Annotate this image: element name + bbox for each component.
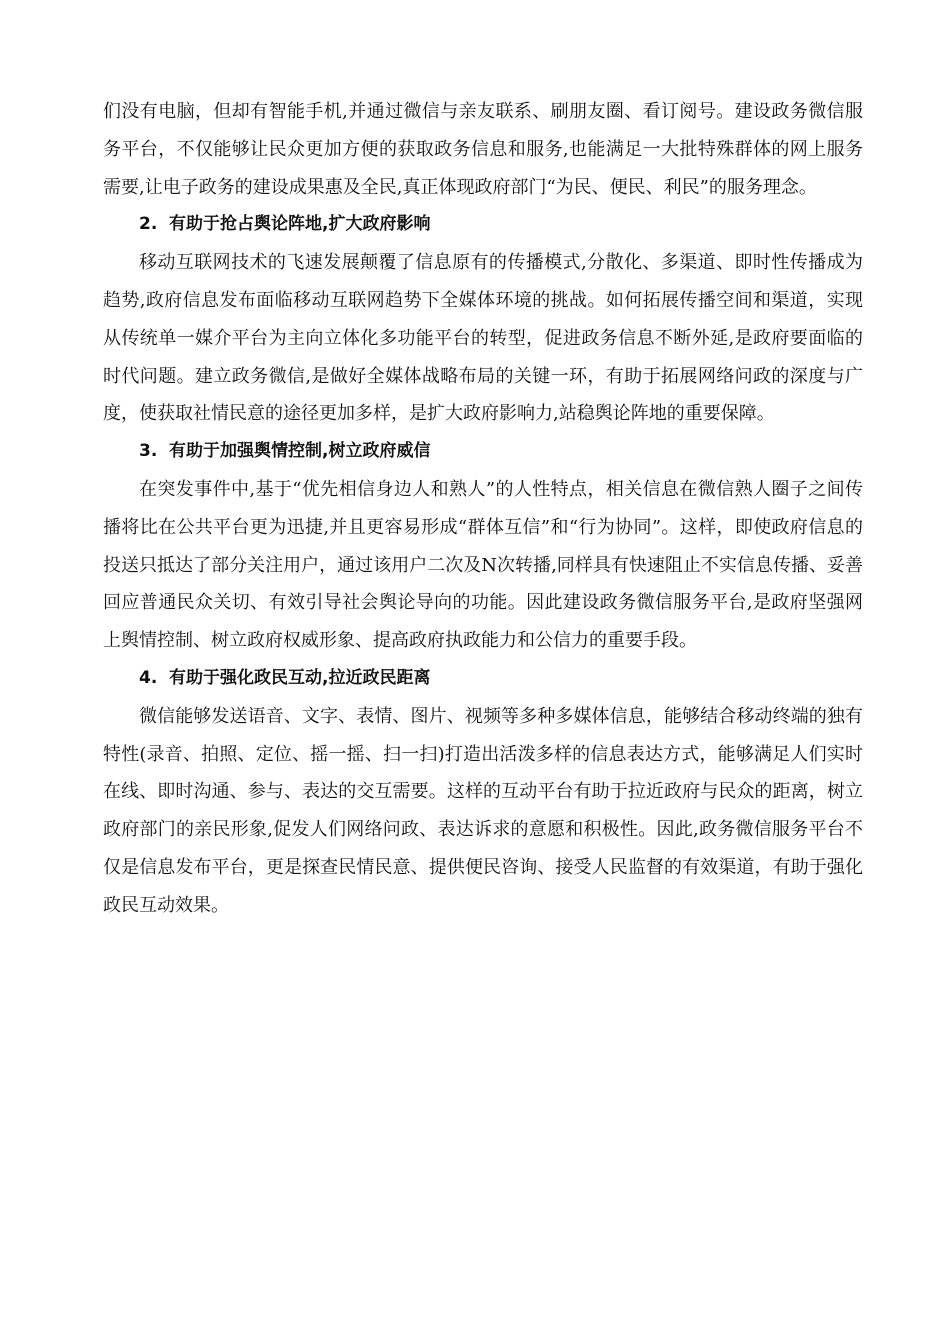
document-body [103,93,863,925]
section-title: 有助于抢占舆论阵地,扩大政府影响 [169,214,431,235]
paragraph-section-2: 移动互联网技术的飞速发展颠覆了信息原有的传播模式,分散化、多渠道、即时性传播成为趋势,政府信息发布面临移动互联网趋势下全媒体环境的挑战。如何拓展传播空间和渠道，实现从传统单一媒介平台为主向立体化多功能平台的转型，促进政务信息不断外延,是政府要面临的时代问题。建立政务微信,是做好全媒体战略布局的关键一环，有助于拓展网络问政的深度与广度，使获取社情民意的途径更加多样，是扩大政府影响力,站稳舆论阵地的重要保障。 [103,252,863,425]
section-heading-4 [103,660,863,698]
paragraph-section-4: 微信能够发送语音、文字、表情、图片、视频等多种多媒体信息，能够结合移动终端的独有特性(录音、拍照、定位、摇一摇、扫一扫)打造出活泼多样的信息表达方式，能够满足人们实时在线、即时沟通、参与、表达的交互需要。这样的互动平台有助于拉近政府与民众的距离，树立政府部门的亲民形象,促发人们网络问政、表达诉求的意愿和积极性。因此,政务微信服务平台不仅是信息发布平台，更是探查民情民意、提供便民咨询、接受人民监督的有效渠道，有助于强化政民互动效果。 [103,705,863,916]
section-title: 有助于加强舆情控制,树立政府威信 [169,441,431,462]
paragraph-section-3: 在突发事件中,基于“优先相信身边人和熟人”的人性特点，相关信息在微信熟人圈子之间传播将比在公共平台更为迅捷,并且更容易形成“群体互信”和“行为协同”。这样，即使政府信息的投送只抵达了部分关注用户，通过该用户二次及N次转播,同样具有快速阻止不实信息传播、妥善回应普通民众关切、有效引导社会舆论导向的功能。因此建设政务微信服务平台,是政府坚强网上舆情控制、树立政府权威形象、提高政府执政能力和公信力的重要手段。 [103,478,863,652]
section-number: 3. [139,441,158,462]
paragraph-continued: 们没有电脑，但却有智能手机,并通过微信与亲友联系、刷朋友圈、看订阅号。建设政务微信服务平台，不仅能够让民众更加方便的获取政务信息和服务,也能满足一大批特殊群体的网上服务需要,让电子政务的建设成果惠及全民,真正体现政府部门“为民、便民、利民”的服务理念。 [103,101,863,198]
section-heading-3 [103,433,863,471]
section-title: 有助于强化政民互动,拉近政民距离 [169,667,431,688]
section-number: 4. [139,667,158,688]
section-number: 2. [139,214,158,235]
section-heading-2 [103,206,863,244]
